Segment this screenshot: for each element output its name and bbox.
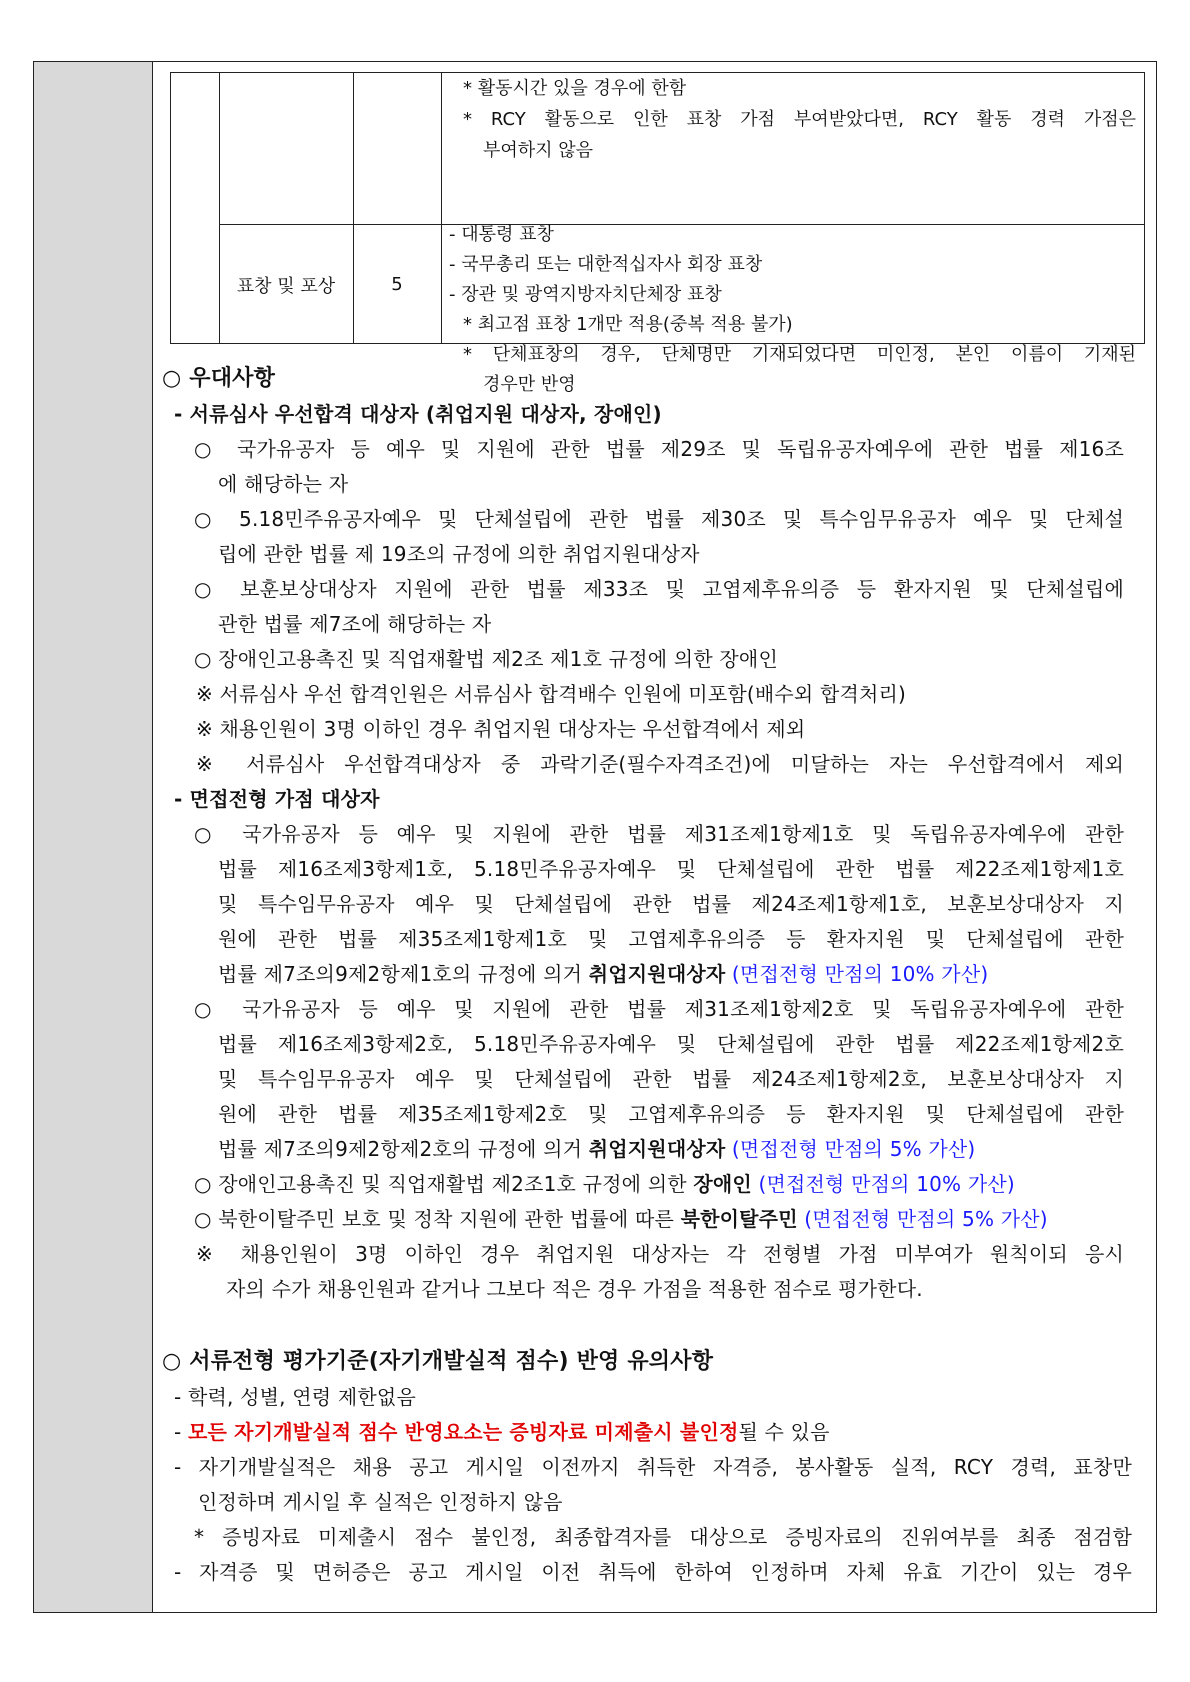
note-item: ※ 채용인원이 3명 이하인 경우 취업지원 대상자는 우선합격에서 제외	[196, 717, 806, 741]
table-col-divider	[441, 73, 442, 343]
list-item-continued: 및 특수임무유공자 예우 및 단체설립에 관한 법률 제24조제1항제2호, 보훈보상대상자 지	[218, 1067, 1124, 1091]
list-item: ○ 국가유공자 등 예우 및 지원에 관한 법률 제31조제1항제2호 및 독립유공자예우에 관한	[194, 997, 1124, 1021]
table-note: * 최고점 표창 1개만 적용(중복 적용 불가)	[463, 314, 793, 335]
list-item-continued: 원에 관한 법률 제35조제1항제1호 및 고엽제후유의증 등 환자지원 및 단체설립에 관한	[218, 927, 1124, 951]
list-item-continued: 립에 관한 법률 제 19조의 규정에 의한 취업지원대상자	[218, 542, 700, 566]
list-item-continued: 및 특수임무유공자 예우 및 단체설립에 관한 법률 제24조제1항제1호, 보훈보상대상자 지	[218, 892, 1124, 916]
table-note: 경우만 반영	[483, 374, 576, 395]
emphasis-text: 취업지원대상자	[588, 962, 726, 986]
table-row1-notes	[449, 73, 1136, 224]
note-item: * 증빙자료 미제출시 점수 불인정, 최종합격자를 대상으로 증빙자료의 진위여부를 최종 점검함	[194, 1525, 1132, 1549]
list-item-continued: 인정하며 게시일 후 실적은 인정하지 않음	[198, 1490, 563, 1514]
text-segment: -	[174, 1420, 188, 1444]
table-row2-items	[449, 224, 1136, 395]
table-note: * RCY 활동으로 인한 표창 가점 부여받았다면, RCY 활동 경력 가점은	[463, 109, 1136, 130]
section-title-preferences: ○ 우대사항	[162, 366, 276, 391]
list-item	[194, 1202, 1048, 1236]
list-item	[194, 1167, 1015, 1201]
text-segment: ○ 장애인고용촉진 및 직업재활법 제2조1호 규정에 의한	[194, 1172, 694, 1196]
list-item-continued: 에 해당하는 자	[218, 472, 349, 496]
note-item: ※ 서류심사 우선합격대상자 중 과락기준(필수자격조건)에 미달하는 자는 우선합격에서 제외	[196, 752, 1124, 776]
emphasis-text: 북한이탈주민	[680, 1207, 798, 1231]
text-segment: 될 수 있음	[738, 1420, 830, 1444]
note-item: ※ 서류심사 우선 합격인원은 서류심사 합격배수 인원에 미포함(배수외 합격처리)	[196, 682, 907, 706]
subsection-title: - 서류심사 우선합격 대상자 (취업지원 대상자, 장애인)	[174, 402, 662, 426]
subsection-title: - 면접전형 가점 대상자	[174, 787, 380, 811]
list-item: ○ 국가유공자 등 예우 및 지원에 관한 법률 제31조제1항제1호 및 독립유공자예우에 관한	[194, 822, 1124, 846]
text-segment: 법률 제7조의9제2항제2호의 규정에 의거	[218, 1137, 589, 1161]
table-item: - 국무총리 또는 대한적십자사 회장 표창	[449, 254, 763, 275]
list-item-continued: 법률 제16조제3항제2호, 5.18민주유공자예우 및 단체설립에 관한 법률 제22조제1항제2호	[218, 1032, 1124, 1056]
list-item: - 학력, 성별, 연령 제한없음	[174, 1385, 416, 1409]
list-item-continued: 관한 법률 제7조에 해당하는 자	[218, 612, 492, 636]
list-item: ○ 장애인고용촉진 및 직업재활법 제2조 제1호 규정에 의한 장애인	[194, 647, 778, 671]
list-item: ○ 보훈보상대상자 지원에 관한 법률 제33조 및 고엽제후유의증 등 환자지원 및 단체설립에	[194, 577, 1124, 601]
bonus-note: (면접전형 만점의 10% 가산)	[751, 1172, 1015, 1196]
left-label-column	[34, 62, 153, 1612]
emphasis-text: 취업지원대상자	[588, 1137, 726, 1161]
table-item: - 대통령 표창	[449, 224, 554, 245]
bonus-note: (면접전형 만점의 5% 가산)	[797, 1207, 1048, 1231]
list-item	[174, 1415, 830, 1449]
table-note: * 단체표창의 경우, 단체명만 기재되었다면 미인정, 본인 이름이 기재된	[463, 344, 1136, 365]
list-item-continued: 법률 제16조제3항제1호, 5.18민주유공자예우 및 단체설립에 관한 법률 제22조제1항제1호	[218, 857, 1124, 881]
text-segment: ○ 북한이탈주민 보호 및 정착 지원에 관한 법률에 따른	[194, 1207, 681, 1231]
bonus-note: (면접전형 만점의 10% 가산)	[725, 962, 989, 986]
emphasis-text: 장애인	[693, 1172, 752, 1196]
page-frame	[33, 61, 1157, 1613]
table-note: * 활동시간 있을 경우에 한함	[463, 78, 687, 99]
bonus-note: (면접전형 만점의 5% 가산)	[725, 1137, 976, 1161]
section-title-document-criteria: ○ 서류전형 평가기준(자기개발실적 점수) 반영 유의사항	[162, 1349, 714, 1374]
content-area	[154, 62, 1156, 1612]
table-note: 부여하지 않음	[483, 140, 594, 161]
warning-text: 모든 자기개발실적 점수 반영요소는 증빙자료 미제출시 불인정	[187, 1420, 739, 1444]
table-row2-name: 표창 및 포상	[236, 275, 336, 297]
list-item: ○ 국가유공자 등 예우 및 지원에 관한 법률 제29조 및 독립유공자예우에 관한 법률 제16조	[194, 437, 1124, 461]
list-item-continued	[218, 957, 988, 991]
table-row2-score: 5	[391, 274, 403, 295]
table-item: - 장관 및 광역지방자치단체장 표창	[449, 284, 722, 305]
note-item: ※ 채용인원이 3명 이하인 경우 취업지원 대상자는 각 전형별 가점 미부여가 원칙이되 응시	[196, 1242, 1124, 1266]
list-item-continued: 원에 관한 법률 제35조제1항제2호 및 고엽제후유의증 등 환자지원 및 단체설립에 관한	[218, 1102, 1124, 1126]
list-item: - 자기개발실적은 채용 공고 게시일 이전까지 취득한 자격증, 봉사활동 실적, RCY 경력, 표창만	[174, 1455, 1132, 1479]
note-item-continued: 자의 수가 채용인원과 같거나 그보다 적은 경우 가점을 적용한 점수로 평가한다.	[226, 1277, 923, 1301]
text-segment: 법률 제7조의9제2항제1호의 규정에 의거	[218, 962, 589, 986]
list-item-continued	[218, 1132, 975, 1166]
list-item: - 자격증 및 면허증은 공고 게시일 이전 취득에 한하여 인정하며 자체 유효 기간이 있는 경우	[174, 1560, 1132, 1584]
list-item: ○ 5.18민주유공자예우 및 단체설립에 관한 법률 제30조 및 특수임무유공자 예우 및 단체설	[194, 507, 1124, 531]
